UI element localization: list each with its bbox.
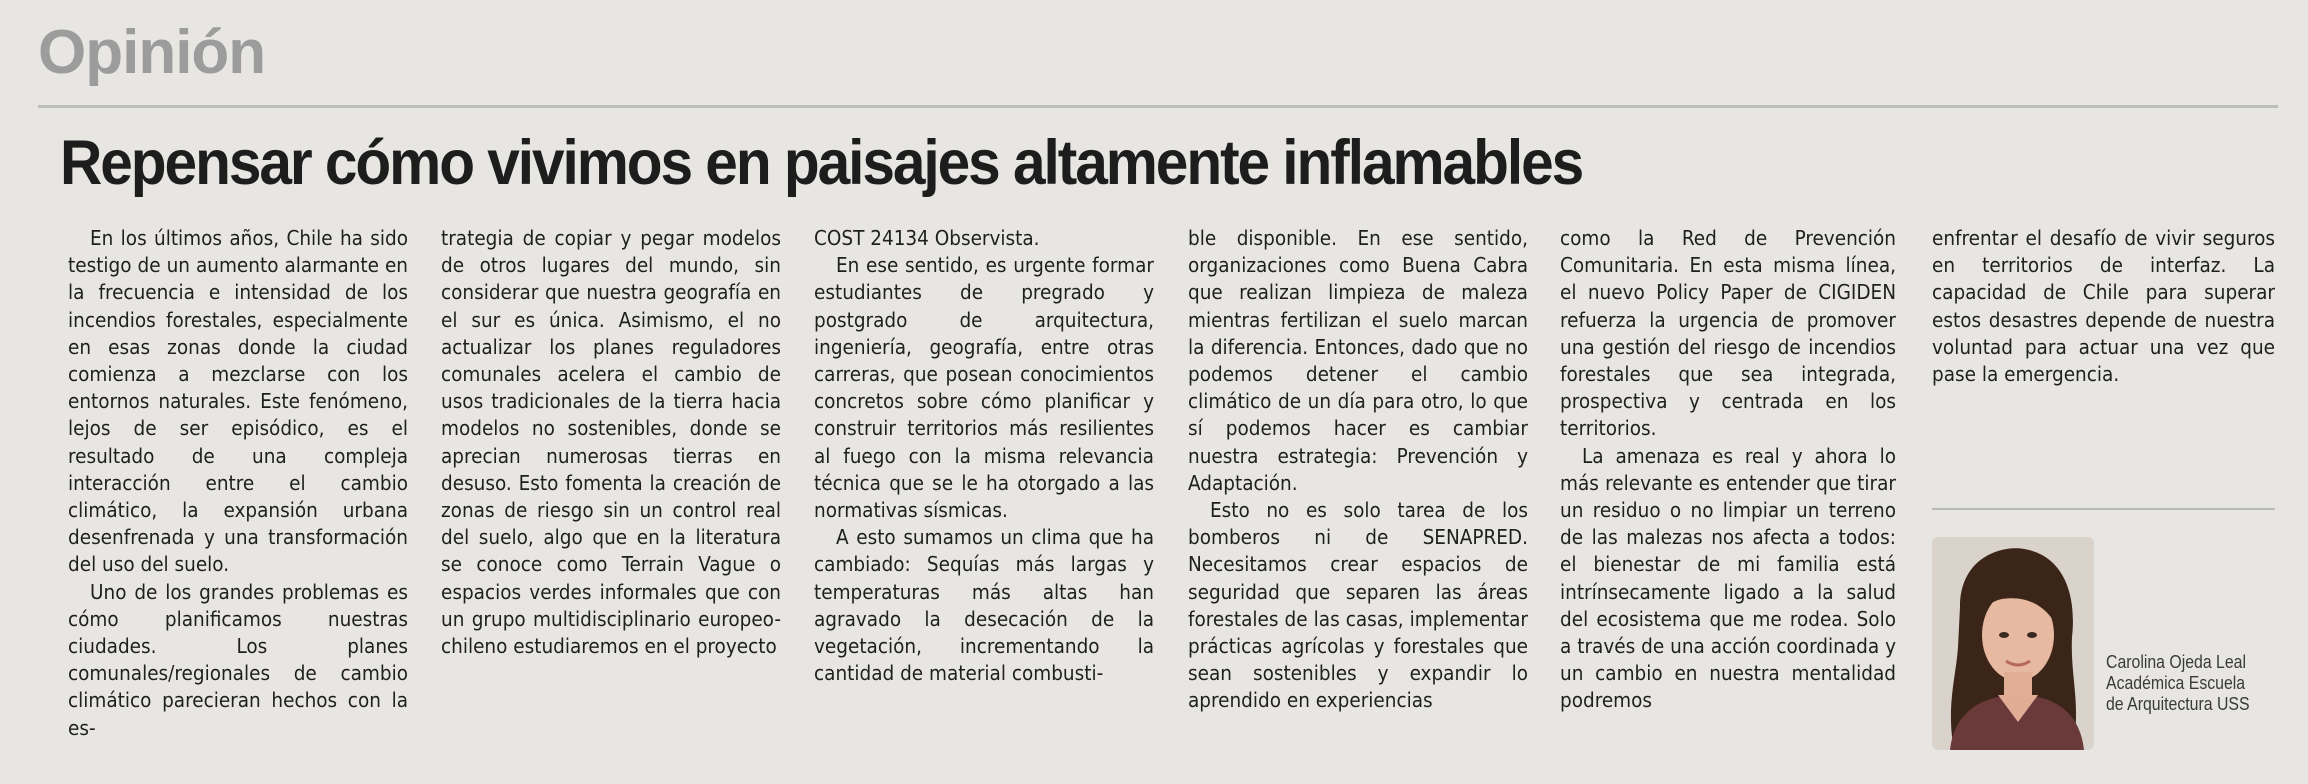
author-caption bbox=[2106, 652, 2260, 715]
section-label: Opinión bbox=[38, 18, 266, 87]
article-column-1 bbox=[68, 225, 408, 742]
section-divider bbox=[38, 105, 2278, 108]
paragraph: como la Red de Prevención Comunitaria. En esta misma línea, el nuevo Policy Paper de CIGIDEN refuerza la urgencia de promover una gestión del riesgo de incendios forestales que sea integrada, prospectiva y centrada en los territorios. bbox=[1560, 226, 1896, 441]
paragraph: COST 24134 Observista. bbox=[814, 226, 1040, 250]
paragraph: En ese sentido, es urgente formar estudiantes de pregrado y postgrado de arquitectura, ingeniería, geografía, entre otras carreras, que posean conocimientos concretos sobre cómo planificar y construir territorios más resilientes al fuego con la misma relevancia técnica que se le ha otorgado a las normativas sísmicas. bbox=[814, 253, 1154, 523]
article-column-2 bbox=[441, 225, 781, 660]
paragraph: A esto sumamos un clima que ha cambiado: Sequías más largas y temperaturas más altas han agravado la desecación de la vegetación, incrementando la cantidad de material combusti- bbox=[814, 525, 1154, 686]
paragraph: La amenaza es real y ahora lo más relevante es entender que tirar un residuo o no limpiar un terreno de las malezas nos afecta a todos: el bienestar de mi familia está intrínsecamente ligado a la salud del ecosistema que me rodea. Solo a través de una acción coordinada y un cambio en nuestra mentalidad podremos bbox=[1560, 443, 1896, 713]
author-name: Carolina Ojeda Leal bbox=[2106, 652, 2247, 672]
author-affiliation: de Arquitectura USS bbox=[2106, 694, 2250, 714]
article-column-3 bbox=[814, 225, 1154, 687]
author-role: Académica Escuela bbox=[2106, 673, 2246, 693]
author-photo bbox=[1932, 537, 2094, 750]
article-column-5 bbox=[1560, 225, 1896, 715]
author-divider bbox=[1932, 508, 2275, 510]
paragraph: Esto no es solo tarea de los bomberos ni de SENAPRED. Necesitamos crear espacios de seguridad que separen las áreas forestales de las casas, implementar prácticas agrícolas y forestales que sean sostenibles y expandir lo aprendido en experiencias bbox=[1188, 498, 1528, 713]
paragraph: trategia de copiar y pegar modelos de otros lugares del mundo, sin considerar que nuestra geografía en el sur es única. Asimismo, el no actualizar los planes reguladores comunales acelera el cambio de usos tradicionales de la tierra hacia modelos no sostenibles, donde se aprecian numerosas tierras en desuso. Esto fomenta la creación de zonas de riesgo sin un control real del suelo, algo que en la literatura se conoce como Terrain Vague o espacios verdes informales que con un grupo multidisciplinario europeo-chileno estudiaremos en el proyecto bbox=[441, 226, 781, 659]
paragraph: ble disponible. En ese sentido, organizaciones como Buena Cabra que realizan limpieza de maleza mientras fertilizan el suelo marcan la diferencia. Entonces, dado que no podemos detener el cambio climático de un día para otro, lo que sí podemos hacer es cambiar nuestra estrategia: Prevención y Adaptación. bbox=[1188, 226, 1528, 495]
paragraph: En los últimos años, Chile ha sido testigo de un aumento alarmante en la frecuencia e intensidad de los incendios forestales, especialmente en esas zonas donde la ciudad comienza a mezclarse con los entornos naturales. Este fenómeno, lejos de ser episódico, es el resultado de una compleja interacción entre el cambio climático, la expansión urbana desenfrenada y una transformación del uso del suelo. bbox=[68, 226, 408, 577]
article-column-6 bbox=[1932, 225, 2275, 388]
paragraph: Uno de los grandes problemas es cómo planificamos nuestras ciudades. Los planes comunales/regionales de cambio climático parecieran hechos con la es- bbox=[68, 579, 408, 740]
article-column-4 bbox=[1188, 225, 1528, 715]
article-headline: Repensar cómo vivimos en paisajes altamente inflamables bbox=[60, 128, 1583, 198]
paragraph: enfrentar el desafío de vivir seguros en territorios de interfaz. La capacidad de Chile para superar estos desastres depende de nuestra voluntad para actuar una vez que pase la emergencia. bbox=[1932, 226, 2275, 387]
